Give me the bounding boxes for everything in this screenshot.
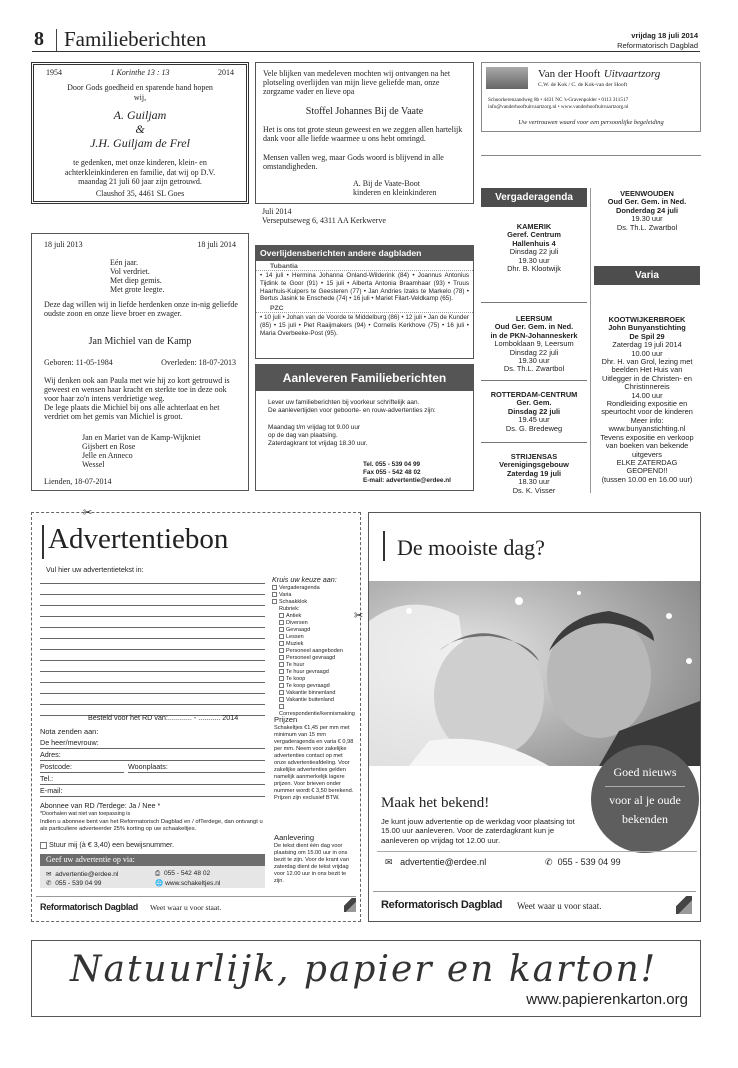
agenda-title: Vergaderagenda [481,188,587,207]
agenda-org: Geref. Centrum [507,230,561,240]
checkbox[interactable] [279,620,284,625]
wedding-brand: Reformatorisch Dagblad [381,899,503,911]
memorial-place: Lienden, 18-07-2014 [44,477,112,486]
badge-line-3: bekenden [622,812,668,826]
agenda-time: Dinsdag 22 juli [509,347,559,357]
phone-icon: ✆ [46,880,52,887]
rubriek-item[interactable]: Antiek [272,613,360,620]
field-email[interactable]: E-mail: [40,786,265,797]
varia-line: Meer info: [630,415,664,425]
agenda-loc: Zaterdag 19 juli [506,468,562,478]
agenda-loc: Dinsdag 22 juli [507,406,561,416]
scissors-icon: ✂ [354,609,364,622]
notice-year-left: 1954 [46,68,62,77]
ad-text-line[interactable] [40,650,265,661]
wedding-brand-slogan: Weet waar u voor staat. [517,901,602,911]
agenda-speaker: 19.30 uur [518,356,550,366]
wedding-ad [368,512,701,922]
notice-verse: 1 Korinthe 13 : 13 [110,68,170,77]
mail-icon: ✉ [46,871,52,878]
proof-option[interactable]: Stuur mij (à € 3,40) een bewijsnummer. [40,840,174,849]
undertaker-address: Schoorkerenzandweg 8b • 4431 NC 's-Gravenpolder • 0113 311517 [488,97,629,103]
rubriek-item[interactable]: Te koop [272,676,360,683]
checkbox[interactable] [40,842,47,849]
varia-line: Zaterdag 19 juli 2014 [612,340,682,350]
agenda-date: 18.30 uur [518,477,550,487]
tubantia-label: Tubantia [256,261,473,271]
prices-title: Prijzen [274,715,298,724]
varia-line: 10.00 uur [631,348,663,358]
field-phone[interactable]: Tel.: [40,774,265,785]
wedding-brand-rule [373,891,696,892]
other-papers-title: Overlijdensberichten andere dagbladen [256,246,473,261]
memorial-died: Overleden: 18-07-2013 [161,358,236,367]
undertaker-contact: info@vanderhooftuitvaartzorg.nl • www.vanderhooftuitvaartzorg.nl [488,104,629,110]
memorial-sign-1: Jan en Mariet van de Kamp-Wijkniet [82,433,201,442]
checkbox[interactable] [279,704,284,709]
rubriek-item[interactable]: Correspondentie/kennismaking [272,704,360,718]
wedding-text: Je kunt jouw advertentie op de werkdag voor plaatsing tot 15.00 uur aanleveren. Voor de zaterdagkrant kun je aanleveren op vrijdag tot 12.00 uur. [381,817,575,845]
varia-line: (tussen 10.00 en 16.00 uur) [601,474,693,484]
checkbox[interactable] [279,648,284,653]
rubriek-label: Rubriek: [279,606,300,612]
rubriek-item[interactable]: Personeel aangeboden [272,648,360,655]
thanks-sign2: kinderen en kleinkinderen [353,188,437,197]
globe-icon: 🌐 [155,880,164,887]
agenda-org: Verenigingsgebouw [499,460,569,470]
rubriek-item[interactable]: Diversen [272,620,360,627]
brand-logo-icon [344,898,356,912]
deliver-email: E-mail: advertentie@erdee.nl [363,477,451,484]
agenda-speaker: Ds. Th.L. Zwartbol [616,222,678,232]
paper-ad-slogan: Natuurlijk, papier en karton! [70,949,658,990]
varia-line: van boeken van bekende [605,441,689,451]
pzc-text: • 10 juli • Johan van de Voorde te Middelburg (86) • 12 juli • Jan de Kunder (85) • 15 juli • Piet Raaijmakers (94) • Cornelis Kerkhove (75) • 16 juli • Maria Overbeeke-Post (95). [260,314,469,337]
header-paper: Reformatorisch Dagblad [617,41,698,50]
checkbox[interactable] [272,585,277,590]
brand-logo-icon [676,896,692,914]
rubriek-item[interactable]: Te huur gevraagd [272,669,360,676]
ad-text-line[interactable] [40,661,265,672]
coupon-title-bar [42,525,44,559]
agenda-place: ROTTERDAM-CENTRUM [490,390,578,399]
agenda-time: 19.30 uur [518,255,550,265]
notice-name1: A. Guiljam [113,108,167,122]
agenda-item-strijensas [481,443,587,501]
field-name[interactable]: De heer/mevrouw: [40,738,265,749]
agenda-place: STRIJENSAS [510,452,558,461]
varia-line: uitgevers [632,449,662,459]
mail-icon: ✉ [385,857,393,867]
coupon [31,506,364,922]
undertaker-name-wrap [538,67,660,80]
memorial-text2: Wij denken ook aan Paula met wie hij zo kort getrouwd is geweest en wensen haar kracht en sterkte toe in deze ook voor haar zo'n intens verdrietige weg. [44,376,230,404]
rubriek-item[interactable]: Te huur [272,662,360,669]
notice-intro: Door Gods goedheid en sparende hand hopen wij, [67,83,213,102]
notice-text: te gedenken, met onze kinderen, klein- en achterkleinkinderen en familie, dat wij op D.V. maandag 21 juli 60 jaar zijn getrouwd. [64,158,216,186]
ad-text-line[interactable] [40,595,265,606]
ad-text-line[interactable] [40,683,265,694]
subscriber-label[interactable]: Abonnee van RD /Terdege: Ja / Nee * [40,801,161,810]
agenda-loc: Hallenhuis 4 [512,238,556,248]
notice-address: Claushof 35, 4461 SL Goes [95,189,185,198]
undertaker-owners: C.W. de Kok / C. de Kok-van der Hooft [538,82,628,88]
agenda-time: 19.30 uur [631,214,663,224]
thanks-date: Juli 2014 [262,207,292,216]
page-number: 8 [34,28,44,50]
notice-name2: J.H. Guiljam de Frel [90,136,190,150]
wedding-photo [369,581,700,766]
deliver-box [255,364,474,491]
choice-title: Kruis uw keuze aan: [272,575,337,584]
agenda-speaker: Ds. G. Bredeweg [505,423,563,433]
checkbox[interactable] [279,627,284,632]
prices-text: Schakeltjes €1,45 per mm met minimum van 15 mm vergaderagenda en varia € 0,98 per mm. Neem voor zakelijke advertenties contact op met onze advertentieafdeling. Voor zakelijke advertenties gelden namelijk aanmerkelijk lagere prijzen. Voor brieven onder nummer wordt € 3,50 berekend. Prijzen zijn exclusief BTW. [274,725,354,801]
ad-text-line[interactable] [40,628,265,639]
varia-line: ELKE ZATERDAG [616,457,678,467]
via-email-row[interactable]: ✉ advertentie@erdee.nl [46,871,119,878]
badge-line-2: voor al je oude [609,793,681,807]
agenda-org: Oud Ger. Gem. in Ned. [607,197,687,207]
rubriek-item[interactable]: Muziek [272,641,360,648]
field-address[interactable]: Adres: [40,750,265,761]
rubriek-item[interactable]: Te koop gevraagd [272,683,360,690]
checkbox[interactable] [279,641,284,646]
memorial-text3: De lege plaats die Michiel bij ons alle achterlaat en het verdriet om het gemis van Michiel is groot. [44,403,220,422]
checkbox[interactable] [279,662,284,667]
deliver-fax: Fax 055 - 542 48 02 [363,469,421,476]
memorial-poem-2: Vol verdriet. [110,267,150,276]
varia-place: KOOTWIJKERBROEK [608,315,686,324]
agenda-place: LEERSUM [515,314,553,323]
send-label: Nota zenden aan: [40,727,99,736]
good-news-badge [591,745,699,853]
agenda-date: Lomboklaan 9, Leersum [494,339,574,349]
wedding-email-row[interactable]: ✉ advertentie@erdee.nl [385,857,487,867]
coupon-brand-slogan: Weet waar u voor staat. [150,903,222,912]
wedding-contact-rule [377,851,697,852]
wedding-phone-row[interactable]: ✆ 055 - 539 04 99 [545,857,621,867]
checkbox[interactable] [279,613,284,618]
varia-line: Uitlegger in de Christen- en [602,373,692,383]
varia-line: GEOPEND!! [626,466,668,476]
thanks-address: Verseputseweg 6, 4311 AA Kerkwerve [262,216,386,225]
ad-text-line[interactable] [40,672,265,683]
rubriek-item[interactable]: Lessen [272,634,360,641]
checkbox[interactable] [279,690,284,695]
memorial-poem-1: Eén jaar. [110,258,138,267]
ad-text-line[interactable] [40,639,265,650]
wedding-title: De mooiste dag? [397,535,545,560]
coupon-fill-label: Vul hier uw advertentietekst in: [46,565,144,574]
undertaker-slogan: Uw vertrouwen waard voor een persoonlijke begeleiding [518,119,664,126]
agenda-org: Oud Ger. Gem. in Ned. [494,322,574,332]
paper-ad [31,940,701,1017]
memorial-name: Jan Michiel van de Kamp [88,336,192,347]
agenda-item-rotterdam [481,381,587,443]
choice-varia[interactable]: Varia [272,592,360,599]
memorial-text1: Deze dag willen wij in liefde herdenken onze in-nig geliefde oudste zoon en onze lieve broer en zwager. [44,300,238,319]
deliver-tel: Tel. 055 - 539 04 99 [363,461,421,468]
agenda-speaker: Dhr. B. Klootwijk [507,264,561,274]
varia-line: beelden Het Huis van [611,365,683,375]
varia-line: www.bunyanstichting.nl [608,424,686,434]
memorial-sign-4: Wessel [82,460,105,469]
rubriek-item[interactable]: Gevraagd [272,627,360,634]
deliver-line3: Maandag t/m vrijdag tot 9.00 uur [268,424,361,431]
thanks-sign1: A. Bij de Vaate-Boot [353,179,420,188]
field-city[interactable]: Woonplaats: [128,762,265,773]
delivery-title: Aanlevering [274,833,315,842]
undertaker-ad [481,62,701,132]
agenda-place: KAMERIK [516,222,552,231]
undertaker-logo [486,67,528,89]
thanks-text2: Mensen vallen weg, maar Gods woord is blijvend in alle omstandigheden. [263,153,444,172]
ad-text-line[interactable] [40,694,265,705]
coupon-choices [272,575,360,718]
agenda-org: Ger. Gem. [516,398,552,408]
field-postcode[interactable]: Postcode: [40,762,124,773]
agenda-place: VEENWOUDEN [620,189,674,198]
varia-line: Tevens expositie en verkoop [600,432,694,442]
ad-text-line[interactable] [40,617,265,628]
memorial-born: Geboren: 11-05-1984 [44,358,113,367]
checkbox[interactable] [279,697,284,702]
header-separator [56,29,57,51]
deliver-line4: op de dag van plaatsing. [268,432,338,439]
varia-title: Varia [594,266,700,285]
phone-icon: ✆ [545,857,553,867]
ad-text-line[interactable] [40,606,265,617]
undertaker-name: Van der Hooft [538,68,601,80]
undertaker-rule [481,155,701,156]
via-fax-row[interactable]: ⎙ 055 - 542 48 02 [155,870,211,877]
thanks-name: Stoffel Johannes Bij de Vaate [305,106,424,117]
wedding-headline: Maak het bekend! [381,795,490,811]
coupon-brand-rule [36,896,356,897]
badge-divider [605,786,685,787]
checkbox[interactable] [279,634,284,639]
varia-line: 14.00 uur [631,390,663,400]
varia-item [594,316,700,484]
scissors-icon: ✂ [83,506,93,519]
coupon-brand: Reformatorisch Dagblad [40,902,138,912]
coupon-title: Advertentiebon [48,523,229,555]
deliver-line1: Lever uw familieberichten bij voorkeur schriftelijk aan. [268,399,420,406]
varia-org: John Bunyanstichting [608,323,686,333]
thanks-text1: Het is ons tot grote steun geweest en we zeggen allen hartelijk dank voor alle liefde waarmee u ons hebt omringd. [263,125,463,144]
deliver-title: Aanleveren Familieberichten [256,365,473,391]
delivery-text: De tekst dient één dag voor plaatsing om 15.00 uur in ons bezit te zijn. Voor de krant van zaterdag dient de tekst vrijdag voor 12.00 uur in ons bezit te zijn. [274,843,349,884]
rubriek-item[interactable]: Personeel gevraagd [272,655,360,662]
agenda-item-kamerik [481,207,587,303]
notice-amp: & [135,122,145,136]
tubantia-text: • 14 juli • Hermina Johanna Onland-Wilderink (84) • Joannus Antonius Tijdink te Goor (91) • 15 juli • Alberta Antonia Braamhaar (93) • Truus Haarhuis-Kuipers te Geesteren (77) • Jan Andries Izaks te Markelo (78) • Bertus Jasink te Enschede (74) • 16 juli • Mariet Filart-Veldkamp (65). [260,272,469,303]
badge-line-1: Goed nieuws [613,765,677,779]
checkbox[interactable] [272,599,277,604]
varia-line: Rondleiding expositie en [606,399,688,409]
checkbox[interactable] [272,592,277,597]
deliver-line2: De aanlevertijden voor geboorte- en rouw-advertenties zijn: [268,407,436,414]
ad-text-line[interactable] [40,584,265,595]
rubriek-item[interactable]: Vakantie binnenland [272,690,360,697]
agenda-date: Donderdag 24 juli [615,205,678,215]
choice-schakeltje[interactable]: Schaakklok [272,599,360,606]
via-title: Geef uw advertentie op via: [40,854,265,866]
rubriek-item[interactable]: Vakantie buitenland [272,697,360,704]
memorial-date-right: 18 juli 2014 [197,240,236,249]
header-date: vrijdag 18 juli 2014 [631,31,698,40]
checkbox[interactable] [279,669,284,674]
choice-vergaderagenda[interactable]: Vergaderagenda [272,585,360,592]
varia-loc: De Spil 29 [629,331,665,341]
varia-line: Christinnereis [624,382,670,392]
via-phone-row[interactable]: ✆ 055 - 539 04 99 [46,880,102,887]
agenda-date: 19.45 uur [518,415,550,425]
deliver-line5: Zaterdagkrant tot vrijdag 18.30 uur. [268,440,368,447]
agenda-item-leersum [481,303,587,381]
memorial-date-left: 18 juli 2013 [44,240,83,249]
memorial-poem-3: Met diep gemis. [110,276,162,285]
agenda-extra: Ds. Th.L. Zwartbol [503,364,565,374]
agenda-loc: in de PKN-Johanneskerk [490,330,578,340]
notice-anniversary [31,62,249,204]
agenda-divider [590,188,591,493]
discount-note: Indien u abonnee bent van het Reformatorisch Dagblad en / ofTerdege, dan ontvangt u als particuliere adverteerder 25% korting op uw schaakeltjes. [40,819,263,832]
thanks-intro: Vele blijken van medeleven mochten wij ontvangen na het plotseling overlijden van mijn lieve geliefde man, onze zorgzame vader en lieve opa [263,69,451,97]
via-box [40,854,265,888]
checkbox[interactable] [279,655,284,660]
ad-text-line[interactable] [40,573,265,584]
other-papers-box [255,245,474,359]
ordered-label: Besteld voor het RD van:............ - ........... 2014 [88,713,239,722]
agenda-speaker: Ds. K. Visser [512,485,556,495]
agenda-column [481,188,587,501]
agenda-date: Dinsdag 22 juli [509,247,559,257]
header-rule [32,51,700,52]
notice-thanks [255,62,474,204]
varia-line: speurtocht voor de kinderen [601,407,693,417]
varia-line: Dhr. H. van Grol, lezing met [601,357,693,367]
pzc-label: PZC [256,304,473,313]
wedding-title-bar [383,531,385,561]
checkbox[interactable] [279,683,284,688]
subscriber-footnote: *Doorhalen wat niet van toepassing is [40,811,131,817]
checkbox[interactable] [279,676,284,681]
section-title: Familieberichten [64,27,207,51]
coupon-text-lines [40,573,265,716]
undertaker-name-italic: Uitvaartzorg [603,68,661,80]
fax-icon: ⎙ [155,870,161,877]
wedding-photo-art [369,581,700,766]
memorial-sign-2: Gijsbert en Rose [82,442,136,451]
notice-year-right: 2014 [218,68,234,77]
memorial-sign-3: Jelle en Anneco [82,451,133,460]
agenda-item-veenwouden [594,188,700,236]
notice-memorial [31,233,249,491]
memorial-poem-4: Met grote leegte. [110,285,165,294]
via-web-row[interactable]: 🌐 www.schakeltjes.nl [155,880,221,887]
paper-ad-url[interactable]: www.papierenkarton.org [526,991,688,1008]
